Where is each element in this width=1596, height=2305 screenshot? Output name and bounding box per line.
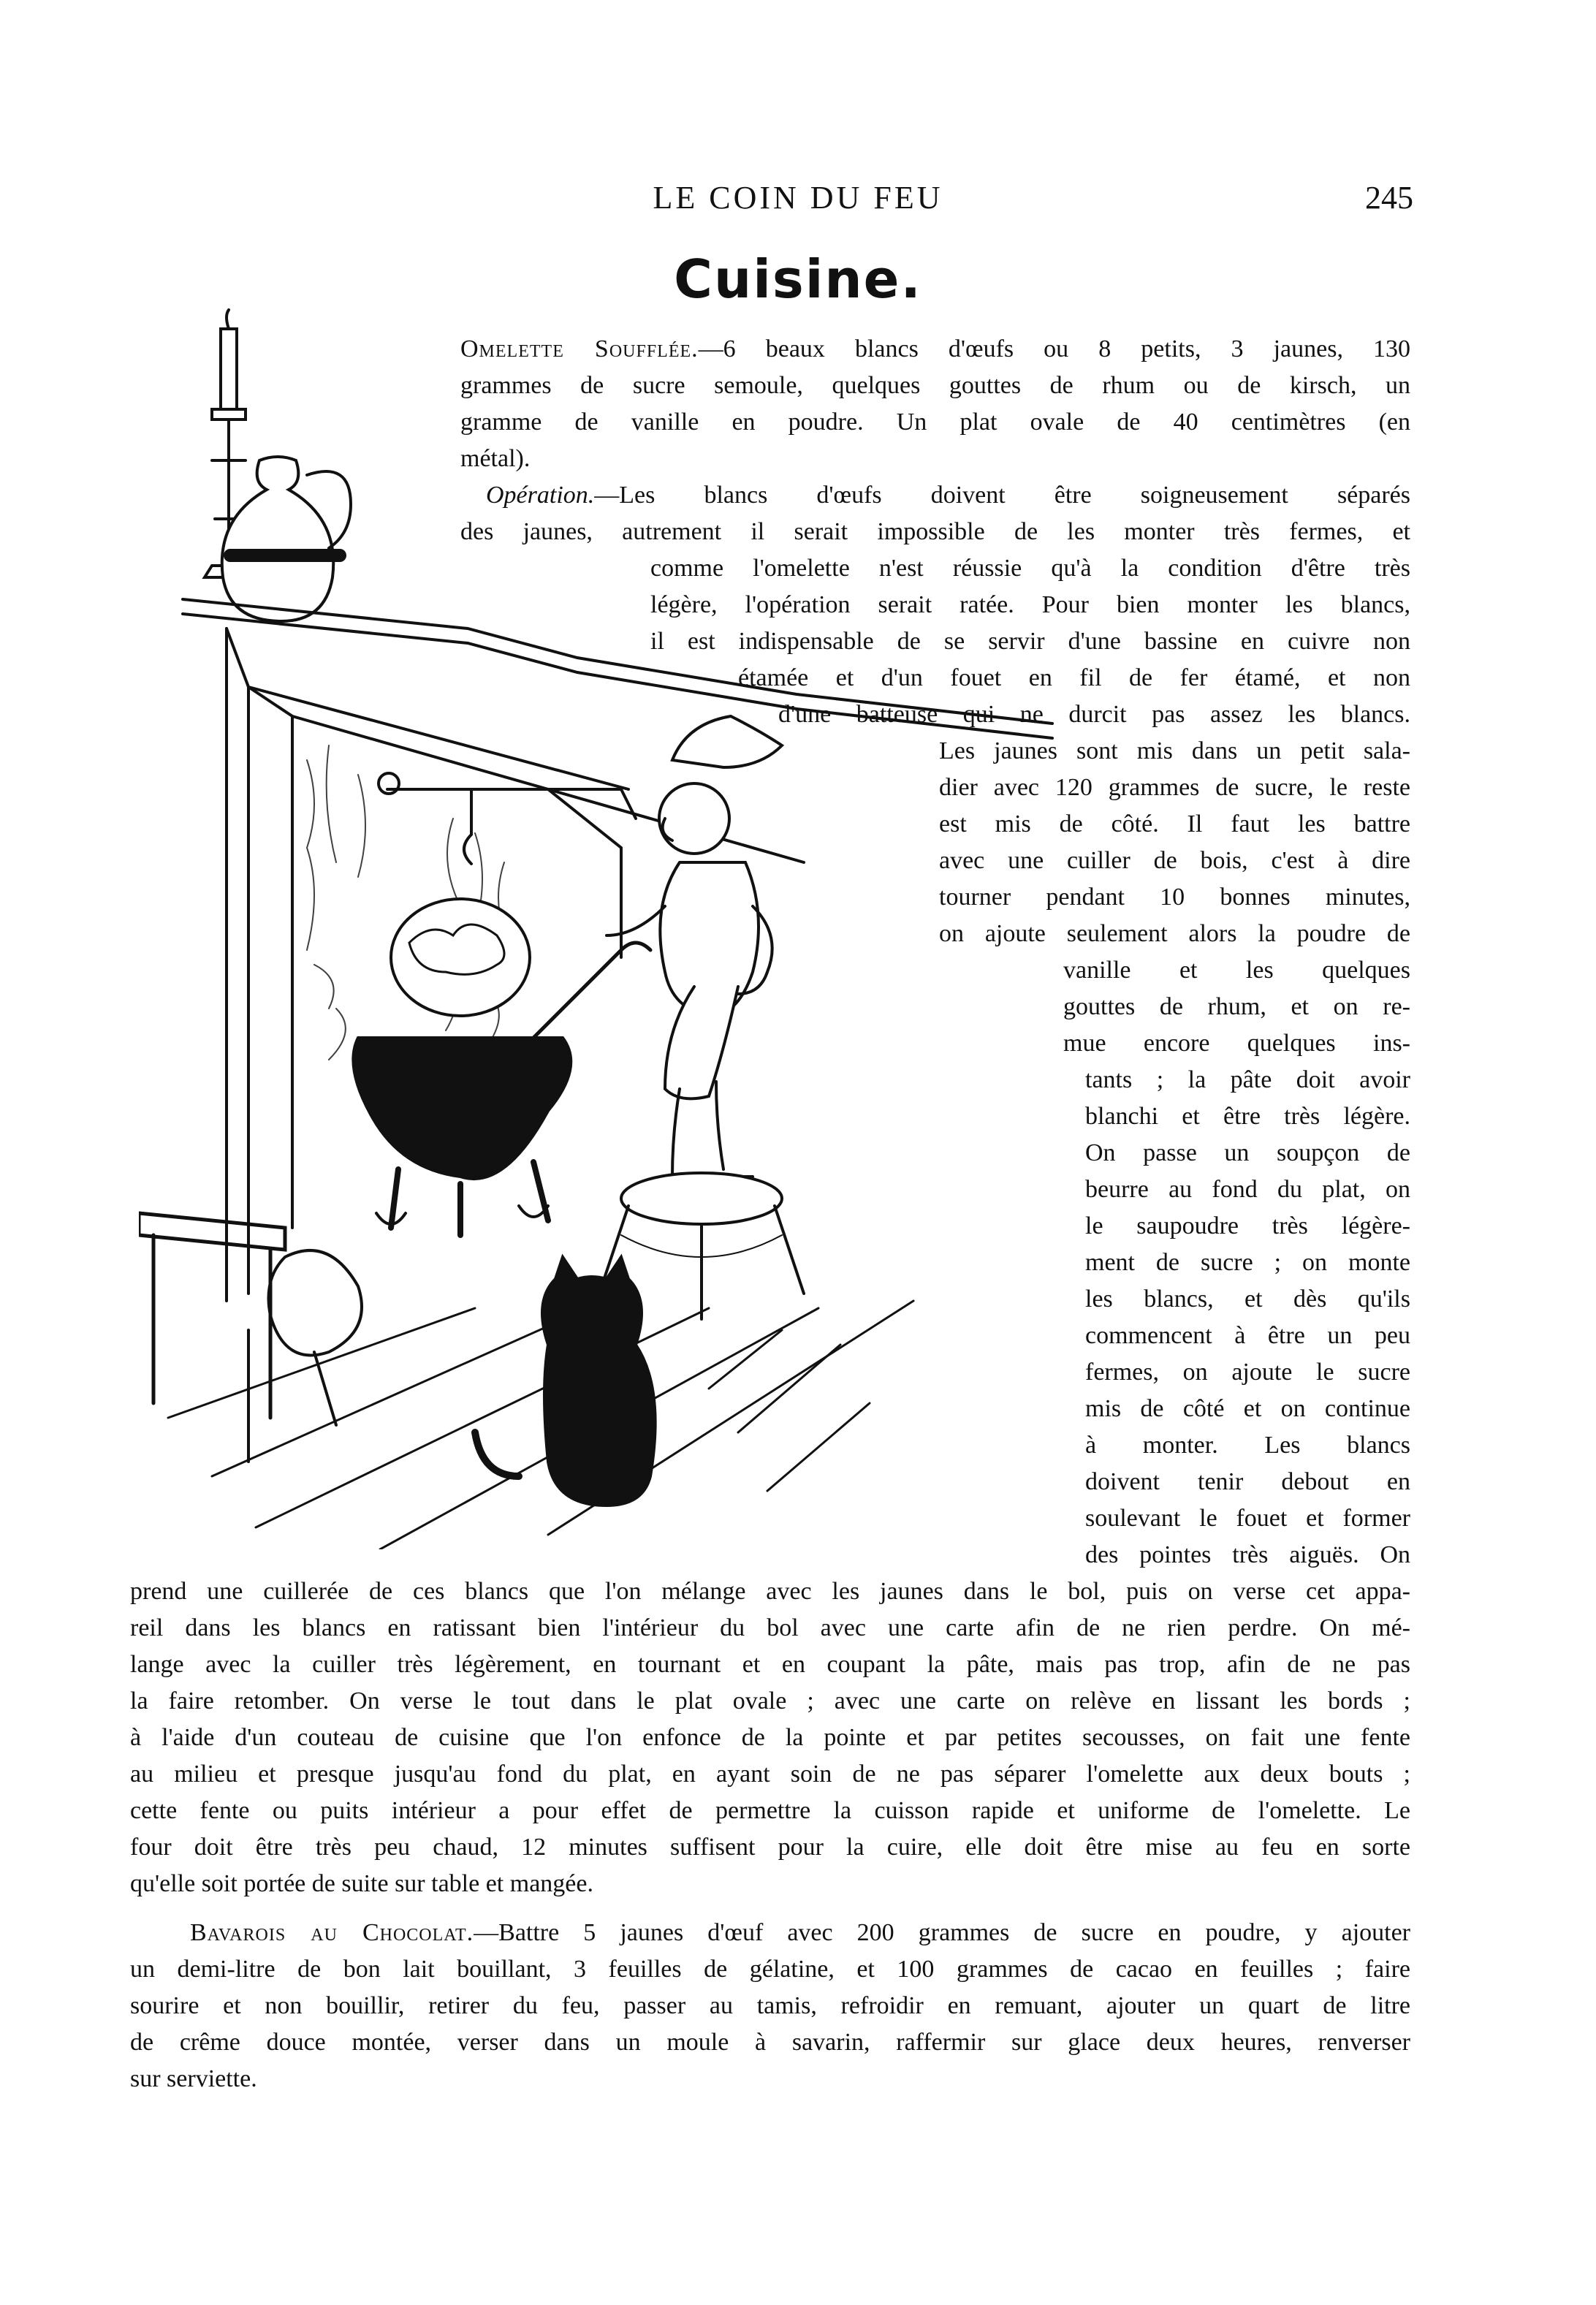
recipe-1-line: des pointes très aiguës. On	[1085, 1541, 1410, 1568]
recipe-1-line: grammes de sucre semoule, quelques gouttes de rhum ou de kirsch, un	[460, 372, 1410, 399]
recipe-1-line: mis de côté et on continue	[1085, 1395, 1410, 1422]
recipe-2-line: Bavarois au Chocolat.—Battre 5 jaunes d'œuf avec 200 grammes de sucre en poudre, y ajouter	[190, 1919, 1410, 1946]
recipe-1-line: tants ; la pâte doit avoir	[1085, 1066, 1410, 1093]
operation-paragraph	[0, 477, 1410, 1573]
recipe-1-continuation	[130, 1573, 1410, 1902]
recipe-title: Omelette Soufflée.	[460, 335, 699, 362]
section-title: Cuisine.	[674, 248, 922, 310]
recipe-title: Bavarois au Chocolat.	[190, 1919, 474, 1946]
recipe-1-line: d'une batteuse qui ne durcit pas assez les blancs.	[778, 701, 1410, 728]
recipe-1-line: four doit être très peu chaud, 12 minutes suffisent pour la cuire, elle doit être mise au feu en sorte	[130, 1834, 1410, 1861]
recipe-1-line: qu'elle soit portée de suite sur table et mangée.	[130, 1870, 593, 1897]
recipe-1-line: doivent tenir debout en	[1085, 1468, 1410, 1495]
recipe-1-line: ment de sucre ; on monte	[1085, 1249, 1410, 1276]
recipe-1-line: vanille et les quelques	[1063, 957, 1410, 984]
recipe-1-line: tourner pendant 10 bonnes minutes,	[939, 884, 1410, 911]
recipe-1-line: Opération.—Les blancs d'œufs doivent être soigneusement séparés	[486, 482, 1410, 509]
recipe-1-line: prend une cuillerée de ces blancs que l'on mélange avec les jaunes dans le bol, puis on verse cet appa-	[130, 1578, 1410, 1605]
recipe-1-line: Les jaunes sont mis dans un petit sala-	[939, 737, 1410, 764]
recipe-1-line: gouttes de rhum, et on re-	[1063, 993, 1410, 1020]
recipe-1-line: comme l'omelette n'est réussie qu'à la condition d'être très	[650, 555, 1410, 582]
recipe-2	[130, 1915, 1410, 2097]
recipe-1-line: On passe un soupçon de	[1085, 1139, 1410, 1166]
recipe-1-line: cette fente ou puits intérieur a pour effet de permettre la cuisson rapide et uniforme de l'omelette. Le	[130, 1797, 1410, 1824]
recipe-2-line: de crême douce montée, verser dans un moule à savarin, raffermir sur glace deux heures, renverser	[130, 2029, 1410, 2056]
recipe-1-line: est mis de côté. Il faut les battre	[939, 810, 1410, 838]
recipe-1-line: il est indispensable de se servir d'une bassine en cuivre non	[650, 628, 1410, 655]
running-title: LE COIN DU FEU	[653, 180, 943, 216]
recipe-1-line: soulevant le fouet et former	[1085, 1505, 1410, 1532]
page-number: 245	[1365, 180, 1413, 216]
recipe-1-line: des jaunes, autrement il serait impossible de les monter très fermes, et	[460, 518, 1410, 545]
recipe-1-line: blanchi et être très légère.	[1085, 1103, 1410, 1130]
recipe-1-line: gramme de vanille en poudre. Un plat ovale de 40 centimètres (en	[460, 409, 1410, 436]
recipe-1-line: on ajoute seulement alors la poudre de	[939, 920, 1410, 947]
recipe-1-line: à l'aide d'un couteau de cuisine que l'on enfonce de la pointe et par petites secousses, on fait une fente	[130, 1724, 1410, 1751]
recipe-1-line: fermes, on ajoute le sucre	[1085, 1359, 1410, 1386]
recipe-1-line: mue encore quelques ins-	[1063, 1030, 1410, 1057]
recipe-1-line: avec une cuiller de bois, c'est à dire	[939, 847, 1410, 874]
recipe-1-line: lange avec la cuiller très légèrement, en tournant et en coupant la pâte, mais pas trop, afin de ne pas	[130, 1651, 1410, 1678]
recipe-1-line: métal).	[460, 445, 531, 472]
recipe-1-line: le saupoudre très légère-	[1085, 1212, 1410, 1239]
recipe-1-line: beurre au fond du plat, on	[1085, 1176, 1410, 1203]
recipe-1-line: reil dans les blancs en ratissant bien l'intérieur du bol avec une carte afin de ne rien perdre. On mé-	[130, 1614, 1410, 1641]
recipe-2-line: sur serviette.	[130, 2065, 257, 2092]
recipe-1-line: les blancs, et dès qu'ils	[1085, 1286, 1410, 1313]
recipe-2-line: sourire et non bouillir, retirer du feu, passer au tamis, refroidir en remuant, ajouter un quart de litre	[130, 1992, 1410, 2019]
recipe-1-opening	[460, 331, 1410, 477]
operation-label: Opération.	[486, 482, 595, 509]
recipe-1-line: étamée et d'un fouet en fil de fer étamé, et non	[738, 664, 1410, 691]
recipe-1-line: commencent à être un peu	[1085, 1322, 1410, 1349]
recipe-1-line: à monter. Les blancs	[1085, 1432, 1410, 1459]
recipe-1-line: la faire retomber. On verse le tout dans le plat ovale ; avec une carte on relève en lissant les bords ;	[130, 1687, 1410, 1714]
recipe-1-line: légère, l'opération serait ratée. Pour bien monter les blancs,	[650, 591, 1410, 618]
recipe-1-line: au milieu et presque jusqu'au fond du plat, en ayant soin de ne pas séparer l'omelette aux deux bouts ;	[130, 1761, 1410, 1788]
recipe-1-line: dier avec 120 grammes de sucre, le reste	[939, 774, 1410, 801]
recipe-2-line: un demi-litre de bon lait bouillant, 3 feuilles de gélatine, et 100 grammes de cacao en feuilles ; faire	[130, 1956, 1410, 1983]
recipe-1-line: Omelette Soufflée.—6 beaux blancs d'œufs ou 8 petits, 3 jaunes, 130	[460, 335, 1410, 362]
